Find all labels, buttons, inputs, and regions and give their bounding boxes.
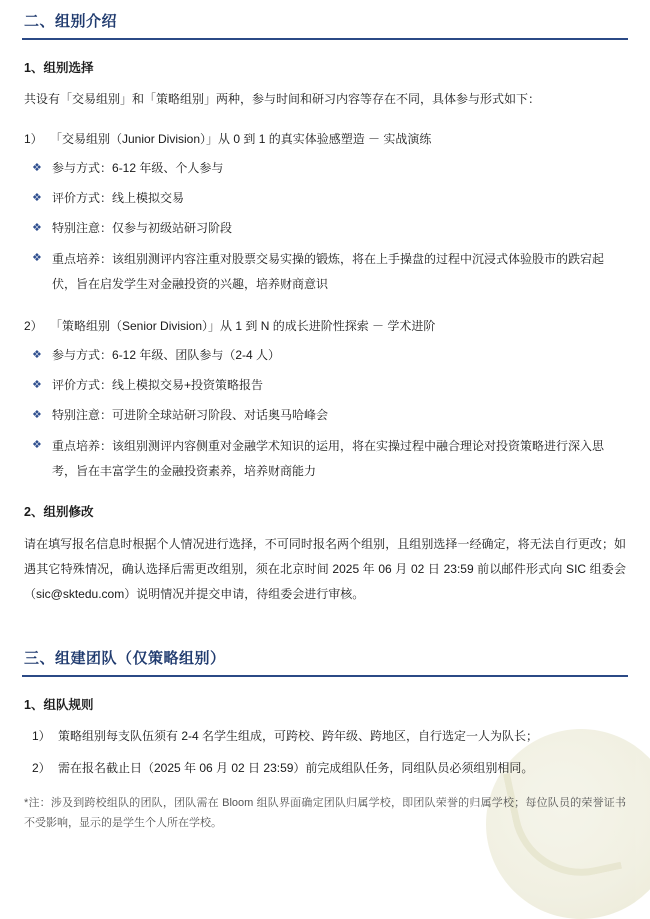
team-rule-1-text: 策略组别每支队伍须有 2-4 名学生组成，可跨校、跨年级、跨地区，自行选定一人为队长；	[58, 729, 539, 743]
division-modification-text: 请在填写报名信息时根据个人情况进行选择，不可同时报名两个组别，且组别选择一经确定，将无法自行更改；如遇其它特殊情况，确认选择后需更改组别，须在北京时间 2025 年 06 月 02 日 23:59 前以邮件形式向 SIC 组委会（sic@sktedu.com）说明情况并提交申请，待组委会进行审核。	[24, 537, 626, 601]
diamond-bullet-icon: ❖	[32, 162, 42, 174]
junior-item-evaluation	[32, 187, 628, 209]
junior-item-focus	[32, 247, 628, 297]
senior-item-focus-text: 重点培养：该组别测评内容侧重对金融学术知识的运用，将在实操过程中融合理论对投资策略进行深入思考，旨在丰富学生的金融投资素养，培养财商能力	[52, 439, 605, 478]
diamond-bullet-icon: ❖	[32, 439, 42, 451]
subheading-team-rules: 1、组队规则	[24, 698, 94, 712]
senior-division-number: 2）	[24, 319, 43, 333]
team-rule-item-2	[32, 757, 628, 779]
junior-item-focus-text: 重点培养：该组别测评内容注重对股票交易实操的锻炼，将在上手操盘的过程中沉浸式体验股市的跌宕起伏，旨在启发学生对金融投资的兴趣，培养财商意识	[52, 252, 605, 291]
senior-item-focus	[32, 434, 628, 484]
section-heading-division: 二、组别介绍	[22, 0, 628, 40]
subheading-division-modification: 2、组别修改	[24, 505, 94, 519]
senior-item-evaluation-text: 评价方式：线上模拟交易+投资策略报告	[52, 378, 264, 392]
senior-item-participation	[32, 344, 628, 366]
junior-item-evaluation-text: 评价方式：线上模拟交易	[52, 191, 185, 205]
senior-item-participation-text: 参与方式：6-12 年级、团队参与（2-4 人）	[52, 348, 281, 362]
senior-item-notice	[32, 404, 628, 426]
team-rule-2-number: 2）	[32, 761, 51, 775]
diamond-bullet-icon: ❖	[32, 379, 42, 391]
diamond-bullet-icon: ❖	[32, 349, 42, 361]
diamond-bullet-icon: ❖	[32, 192, 42, 204]
senior-item-notice-text: 特别注意：可进阶全球站研习阶段、对话奥马哈峰会	[52, 408, 329, 422]
senior-division-title	[24, 317, 628, 334]
subheading-division-selection: 1、组别选择	[24, 61, 94, 75]
junior-item-participation	[32, 157, 628, 179]
senior-division-title-text: 「策略组别（Senior Division）」从 1 到 N 的成长进阶性探索 － 学术进阶	[50, 319, 436, 333]
team-rules-note: *注：涉及到跨校组队的团队，团队需在 Bloom 组队界面确定团队归属学校，即团队荣誉的归属学校；每位队员的荣誉证书不受影响，显示的是学生个人所在学校。	[24, 797, 626, 829]
division-intro-text: 共设有「交易组别」和「策略组别」两种，参与时间和研习内容等存在不同，具体参与形式如下：	[24, 92, 541, 106]
document-content	[22, 0, 628, 833]
section-spacer	[22, 607, 628, 637]
junior-division-title-text: 「交易组别（Junior Division）」从 0 到 1 的真实体验感塑造 － 实战演练	[50, 132, 432, 146]
junior-item-notice	[32, 217, 628, 239]
diamond-bullet-icon: ❖	[32, 222, 42, 234]
team-rule-1-number: 1）	[32, 729, 51, 743]
junior-division-number: 1）	[24, 132, 43, 146]
junior-item-notice-text: 特别注意：仅参与初级站研习阶段	[52, 221, 233, 235]
junior-division-title	[24, 130, 628, 147]
diamond-bullet-icon: ❖	[32, 252, 42, 264]
junior-item-participation-text: 参与方式：6-12 年级、个人参与	[52, 161, 224, 175]
senior-item-evaluation	[32, 374, 628, 396]
diamond-bullet-icon: ❖	[32, 409, 42, 421]
section-heading-team: 三、组建团队（仅策略组别）	[22, 637, 628, 677]
team-rule-item-1	[32, 725, 628, 747]
team-rule-2-text: 需在报名截止日（2025 年 06 月 02 日 23:59）前完成组队任务，同组队员必须组别相同。	[58, 761, 534, 775]
